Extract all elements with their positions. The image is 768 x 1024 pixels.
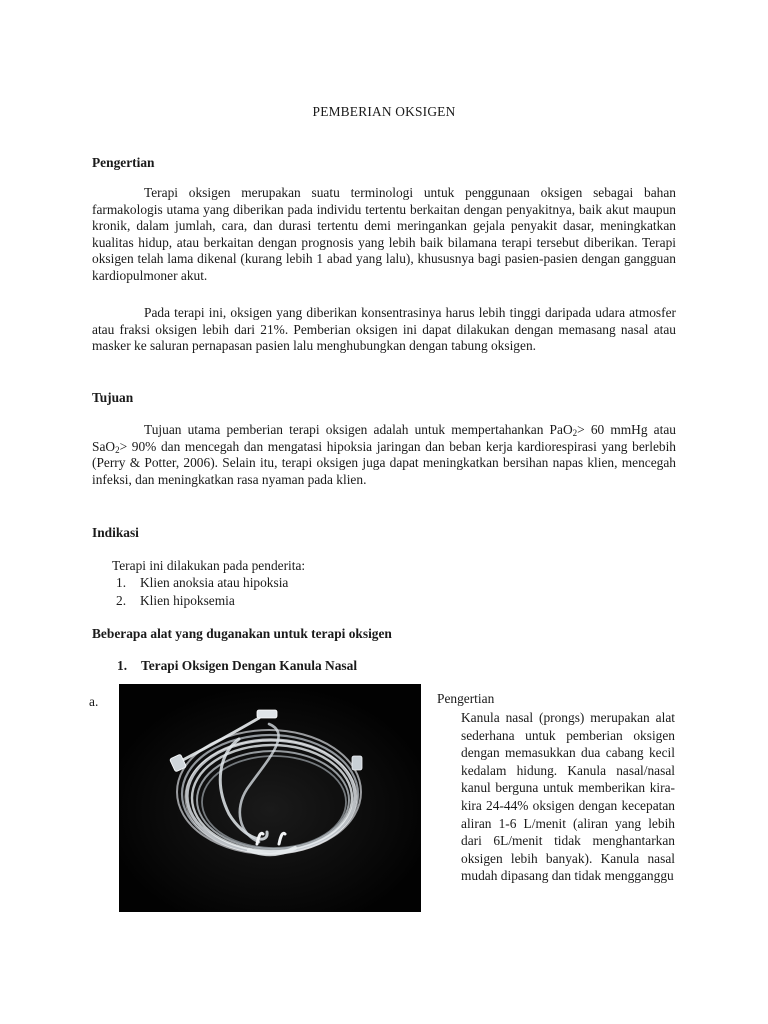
page-title: PEMBERIAN OKSIGEN	[312, 104, 456, 119]
paragraph-tujuan	[92, 422, 676, 488]
paragraph-pengertian-2	[92, 305, 676, 355]
subheading-text: Terapi Oksigen Dengan Kanula Nasal	[141, 658, 358, 673]
item-label-a: a.	[89, 694, 99, 709]
list-item-number: 2.	[116, 593, 127, 608]
nasal-cannula-photo	[119, 684, 421, 912]
paragraph-pengertian-2-text: Pada terapi ini, oksigen yang diberikan konsentrasinya harus lebih tinggi daripada udara atmosfer atau fraksi oksigen lebih dari 21%. Pemberian oksigen ini dapat dilakukan dengan memasang nasal atau masker ke saluran pernapasan pasien lalu menghubungkan dengan tabung oksigen.	[92, 305, 676, 354]
subheading-number: 1.	[117, 658, 128, 673]
subscript-2: 2	[115, 444, 120, 455]
indikasi-list	[112, 575, 288, 611]
list-item-text: Klien anoksia atau hipoksia	[140, 575, 289, 590]
paragraph-pengertian-1-text: Terapi oksigen merupakan suatu terminologi untuk penggunaan oksigen sebagai bahan farmakologis utama yang diberikan pada individu tertentu berkaitan dengan penyakitnya, baik akut maupun kronik, dalam jumlah, cara, dan durasi tertentu demi meringankan gejala penyakit dasar, meningkatkan kualitas hidup, atau berkaitan dengan prognosis yang lebih baik bilamana terapi tersebut diberikan. Terapi oksigen telah lama dikenal (kurang lebih 1 abad yang lalu), khususnya bagi pasien-pasien dengan gangguan kardiopulmoner akut.	[92, 185, 676, 283]
heading-pengertian: Pengertian	[92, 155, 155, 170]
subheading-kanula-nasal	[117, 658, 357, 675]
heading-tujuan: Tujuan	[92, 390, 134, 405]
tujuan-text-b: > 60 mmHg atau SaO	[92, 422, 676, 454]
tujuan-text-c: > 90% dan mencegah dan mengatasi hipoksia jaringan dan beban kerja kardiorespirasi yang berlebih (Perry & Potter, 2006). Selain itu, terapi oksigen juga dapat meningkatkan bersihan napas klien, mencegah infeksi, dan meningkatkan rasa nyaman pada klien.	[92, 438, 676, 487]
list-item-text: Klien hipoksemia	[140, 593, 235, 608]
indikasi-intro: Terapi ini dilakukan pada penderita:	[112, 558, 306, 573]
list-item	[112, 593, 288, 611]
heading-alat: Beberapa alat yang duganakan untuk terapi oksigen	[92, 626, 392, 641]
heading-indikasi: Indikasi	[92, 525, 139, 540]
list-item-number: 1.	[116, 575, 127, 590]
list-item	[112, 575, 288, 593]
side-heading-pengertian: Pengertian	[437, 691, 495, 706]
paragraph-pengertian-1	[92, 185, 676, 285]
side-paragraph-kanula: Kanula nasal (prongs) merupakan alat sederhana untuk pemberian oksigen dengan memasukkan dua cabang kecil kedalam hidung. Kanula nasal/nasal kanul berguna untuk memberikan kira-kira 24-44% oksigen dengan kecepatan aliran 1-6 L/menit (aliran yang lebih dari 6L/menit tidak menghantarkan oksigen lebih banyak). Kanula nasal mudah dipasang dan tidak mengganggu	[461, 710, 675, 884]
subscript-2: 2	[572, 428, 578, 438]
tujuan-text-a: Tujuan utama pemberian terapi oksigen adalah untuk mempertahankan PaO	[144, 422, 573, 437]
nasal-cannula-illustration	[119, 684, 421, 912]
